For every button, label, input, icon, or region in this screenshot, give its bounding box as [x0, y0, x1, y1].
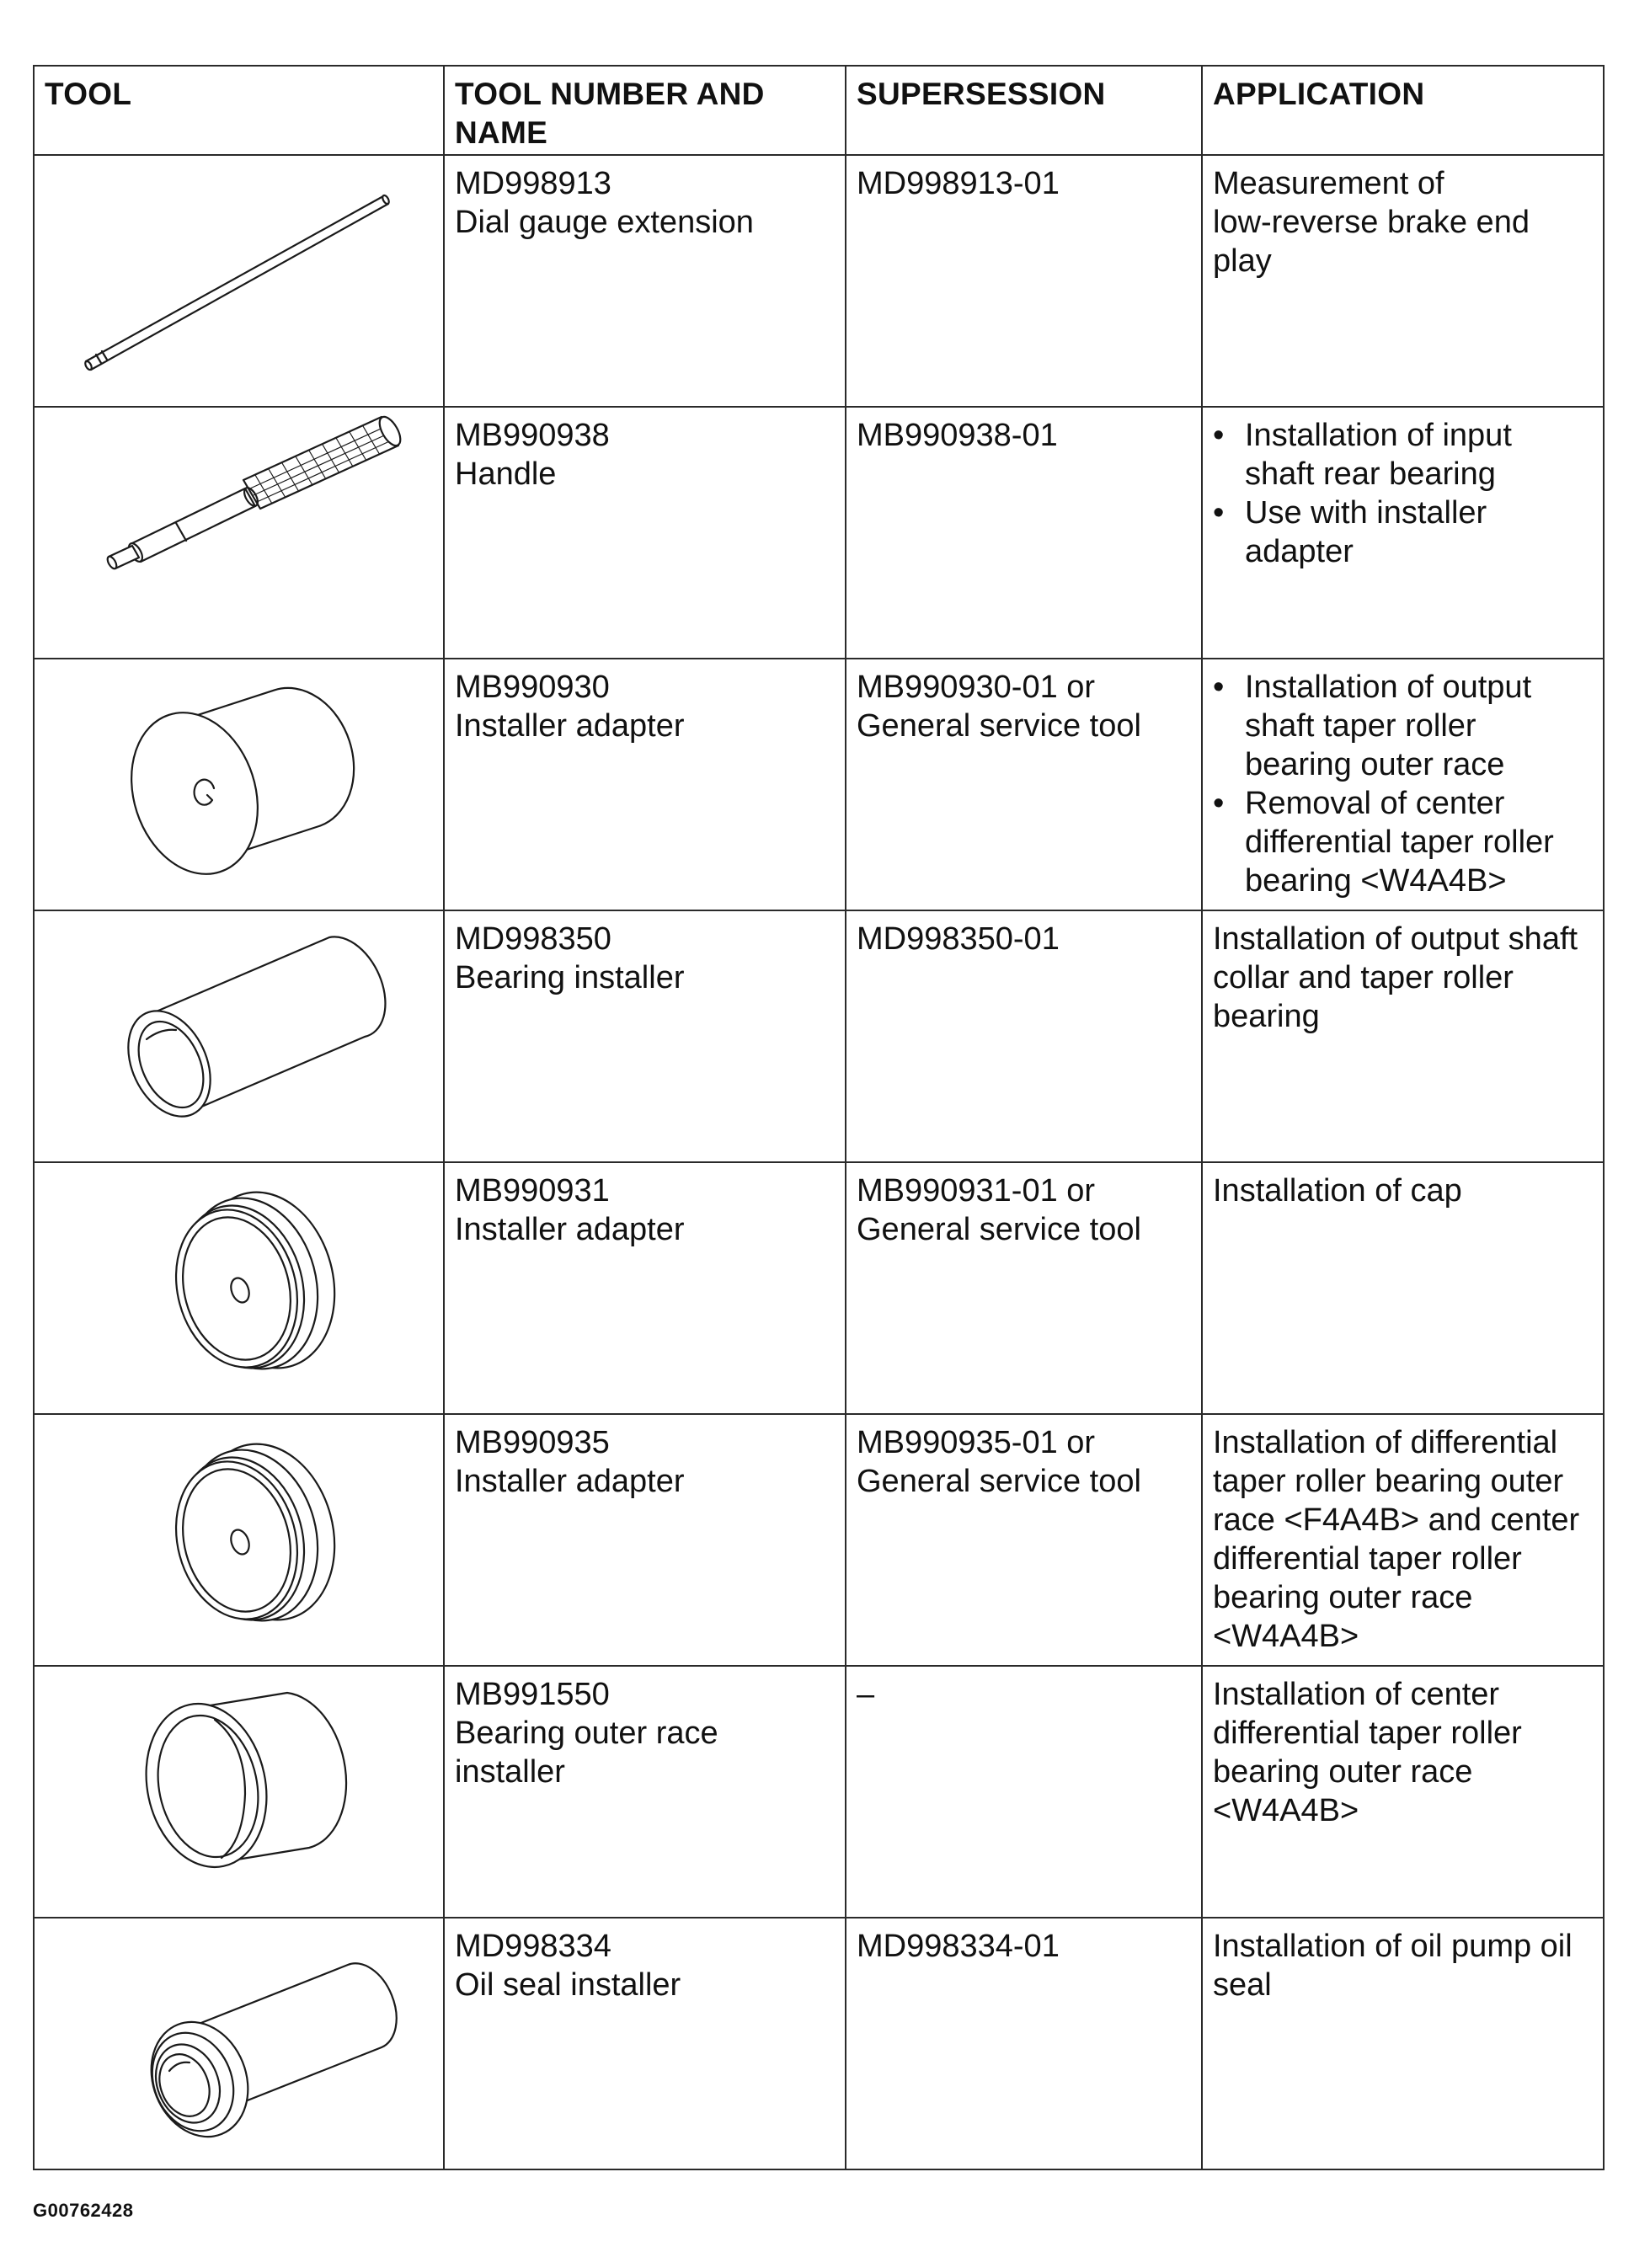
application-text: <W4A4B>	[1213, 1619, 1359, 1654]
table-row	[34, 407, 1604, 659]
supersession-text: General service tool	[857, 1464, 1141, 1499]
tool-number: MB990935	[455, 1425, 610, 1460]
application-text: play	[1213, 243, 1272, 279]
table-row	[34, 1414, 1604, 1666]
supersession-cell	[846, 910, 1202, 1162]
table-row	[34, 659, 1604, 910]
application-text: Installation of oil pump oil	[1213, 1929, 1573, 1964]
supersession-cell	[846, 1414, 1202, 1666]
supersession-text: General service tool	[857, 1212, 1141, 1247]
application-text: low-reverse brake end	[1213, 205, 1530, 240]
supersession-text: MD998350-01	[857, 921, 1060, 957]
application-bullet-list	[1213, 668, 1593, 900]
supersession-cell	[846, 1666, 1202, 1918]
header-line: NAME	[455, 115, 548, 150]
supersession-text: MB990930-01 or	[857, 670, 1096, 705]
table-row	[34, 155, 1604, 407]
application-text: taper roller bearing outer	[1213, 1464, 1564, 1499]
tool-name: Bearing installer	[455, 960, 685, 995]
stepped-installer-adapter-icon	[35, 1416, 445, 1665]
application-cell	[1202, 407, 1604, 659]
tool-name: Handle	[455, 456, 557, 492]
header-tool: TOOL	[34, 66, 444, 155]
application-text: Installation of center	[1213, 1677, 1500, 1712]
table-row	[34, 1162, 1604, 1414]
application-bullet	[1245, 494, 1593, 571]
application-text: Installation of output shaft	[1213, 921, 1578, 957]
table-row	[34, 1918, 1604, 2169]
tool-number-and-name	[444, 910, 846, 1162]
tool-number-and-name	[444, 407, 846, 659]
application-text: • Removal of center	[1245, 786, 1505, 821]
bearing-installer-tube-icon	[35, 912, 445, 1161]
application-text: Measurement of	[1213, 166, 1444, 201]
supersession-cell	[846, 659, 1202, 910]
application-cell	[1202, 1414, 1604, 1666]
tool-illustration-cell	[34, 407, 444, 659]
tool-name: Installer adapter	[455, 1212, 685, 1247]
tool-number: MD998350	[455, 921, 611, 957]
application-text: differential taper roller	[1245, 824, 1554, 860]
table-row	[34, 1666, 1604, 1918]
application-bullet	[1245, 416, 1593, 494]
header-row	[34, 66, 1604, 155]
application-text: Installation of differential	[1213, 1425, 1558, 1460]
tool-illustration-cell	[34, 1162, 444, 1414]
application-text: seal	[1213, 1967, 1272, 2003]
supersession-cell	[846, 155, 1202, 407]
tool-number: MD998334	[455, 1929, 611, 1964]
supersession-cell	[846, 1162, 1202, 1414]
figure-id: G00762428	[33, 2200, 134, 2221]
tool-name: Installer adapter	[455, 708, 685, 744]
application-text: bearing <W4A4B>	[1245, 863, 1507, 899]
application-cell	[1202, 1666, 1604, 1918]
application-text: shaft rear bearing	[1245, 456, 1496, 492]
tool-number-and-name	[444, 1414, 846, 1666]
supersession-text: MD998334-01	[857, 1929, 1060, 1964]
application-cell	[1202, 1162, 1604, 1414]
tool-number-and-name	[444, 155, 846, 407]
tool-number-and-name	[444, 1666, 846, 1918]
application-text: collar and taper roller	[1213, 960, 1514, 995]
tool-name: Dial gauge extension	[455, 205, 754, 240]
application-bullet-list	[1213, 416, 1593, 571]
tool-number: MB990930	[455, 670, 610, 705]
tool-number: MD998913	[455, 166, 611, 201]
tool-number-and-name	[444, 1918, 846, 2169]
tool-number-and-name	[444, 659, 846, 910]
application-bullet	[1245, 784, 1593, 900]
tool-name: Installer adapter	[455, 1464, 685, 1499]
header-application: APPLICATION	[1202, 66, 1604, 155]
header-line: TOOL NUMBER AND	[455, 77, 765, 111]
installer-adapter-disc-icon	[35, 660, 445, 910]
application-cell	[1202, 659, 1604, 910]
tool-name: installer	[455, 1754, 565, 1790]
application-text: adapter	[1245, 534, 1354, 569]
tool-illustration-cell	[34, 910, 444, 1162]
stepped-installer-adapter-icon	[35, 1164, 445, 1413]
knurled-handle-icon	[35, 408, 445, 658]
application-text: differential taper roller	[1213, 1541, 1522, 1577]
table-row	[34, 910, 1604, 1162]
bearing-outer-race-installer-ring-icon	[35, 1668, 445, 1917]
tool-number-and-name	[444, 1162, 846, 1414]
supersession-text: MB990931-01 or	[857, 1173, 1096, 1209]
tool-number: MB990931	[455, 1173, 610, 1209]
application-text: • Installation of input	[1245, 418, 1512, 453]
tool-illustration-cell	[34, 155, 444, 407]
tool-name: Bearing outer race	[455, 1716, 718, 1751]
tool-illustration-cell	[34, 659, 444, 910]
application-text: bearing	[1213, 999, 1320, 1034]
application-text: bearing outer race	[1213, 1580, 1473, 1615]
special-tools-table	[33, 65, 1605, 2170]
supersession-text: MD998913-01	[857, 166, 1060, 201]
tool-illustration-cell	[34, 1666, 444, 1918]
supersession-text: MB990938-01	[857, 418, 1058, 453]
application-text: • Installation of output	[1245, 670, 1532, 705]
application-text: race <F4A4B> and center	[1213, 1502, 1580, 1538]
supersession-text: MB990935-01 or	[857, 1425, 1096, 1460]
application-bullet	[1245, 668, 1593, 784]
tool-name: Oil seal installer	[455, 1967, 681, 2003]
supersession-text: –	[857, 1677, 875, 1712]
supersession-cell	[846, 407, 1202, 659]
oil-seal-installer-icon	[35, 1919, 445, 2169]
header-supersession: SUPERSESSION	[846, 66, 1202, 155]
application-cell	[1202, 155, 1604, 407]
application-text: Installation of cap	[1213, 1173, 1462, 1209]
application-text: <W4A4B>	[1213, 1793, 1359, 1828]
application-text: shaft taper roller	[1245, 708, 1476, 744]
application-text: differential taper roller	[1213, 1716, 1522, 1751]
application-cell	[1202, 1918, 1604, 2169]
header-tool-number-and-name	[444, 66, 846, 155]
dial-gauge-extension-rod-icon	[35, 157, 445, 406]
application-text: bearing outer race	[1213, 1754, 1473, 1790]
supersession-cell	[846, 1918, 1202, 2169]
tool-illustration-cell	[34, 1918, 444, 2169]
application-text: • Use with installer	[1245, 495, 1487, 531]
tool-illustration-cell	[34, 1414, 444, 1666]
tool-number: MB991550	[455, 1677, 610, 1712]
tool-number: MB990938	[455, 418, 610, 453]
supersession-text: General service tool	[857, 708, 1141, 744]
application-text: bearing outer race	[1245, 747, 1505, 782]
application-cell	[1202, 910, 1604, 1162]
